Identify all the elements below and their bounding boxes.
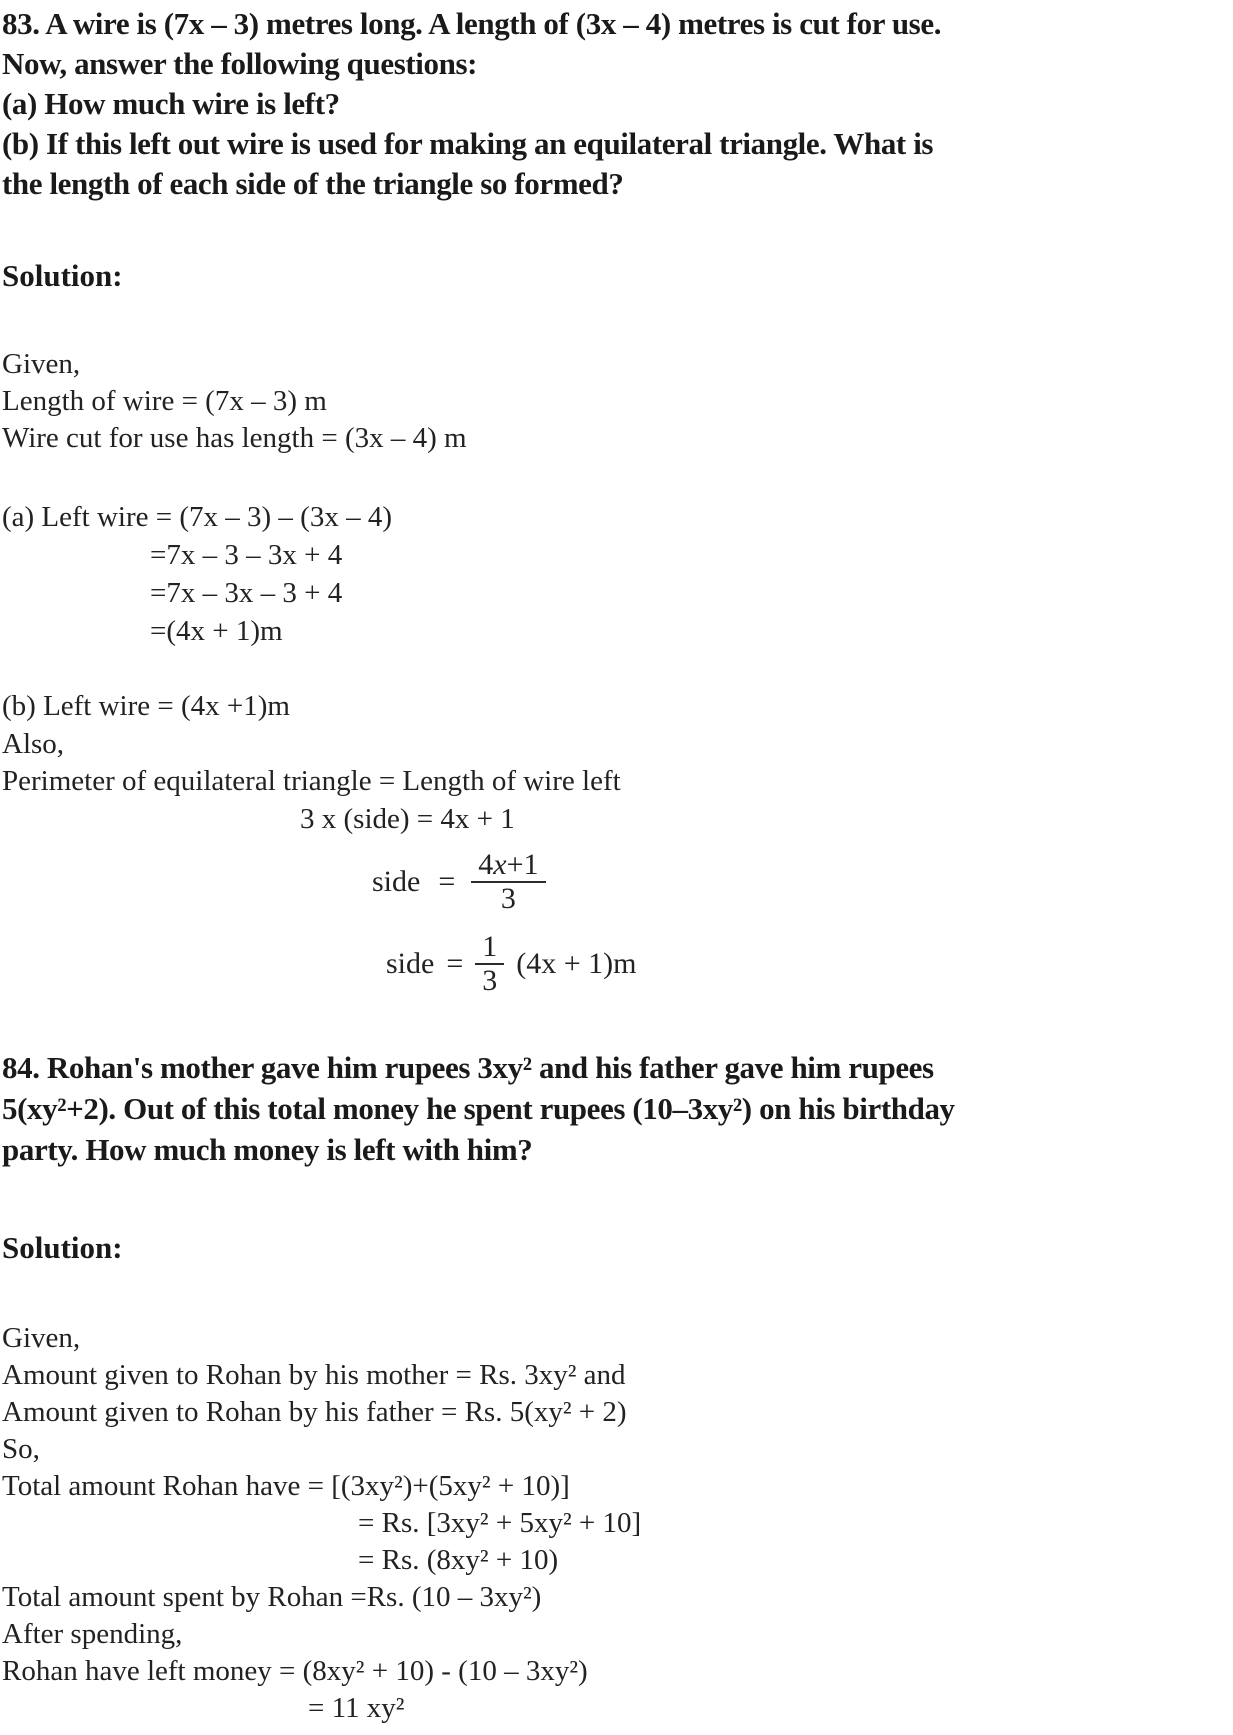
question-83-heading-line: the length of each side of the triangle so formed?: [2, 166, 624, 201]
math-step: = Rs. [3xy² + 5xy² + 10]: [358, 1507, 642, 1539]
math-step: =(4x + 1)m: [150, 615, 283, 647]
solution-heading-84: Solution:: [2, 1230, 123, 1265]
text-line: Amount given to Rohan by his mother = Rs. 3xy² and: [2, 1359, 626, 1391]
numerator-variable: x: [493, 848, 507, 881]
equation-side-fraction-1: [372, 849, 546, 915]
numerator-constant: +1: [506, 848, 539, 881]
given-block-83: [2, 346, 467, 457]
text-line: Given,: [2, 1322, 81, 1354]
part-a-block: [2, 498, 392, 650]
question-83-heading-line: 83. A wire is (7x – 3) metres long. A length of (3x – 4) metres is cut for use.: [2, 6, 942, 41]
solution-heading-83: Solution:: [2, 258, 123, 293]
text-line: (a) Left wire = (7x – 3) – (3x – 4): [2, 501, 392, 533]
math-step: = Rs. (8xy² + 10): [358, 1544, 559, 1576]
question-84-heading-line: party. How much money is left with him?: [2, 1132, 533, 1167]
text-line: Perimeter of equilateral triangle = Length of wire left: [2, 765, 621, 797]
fraction: [475, 931, 504, 997]
question-83-heading-line: Now, answer the following questions:: [2, 46, 478, 81]
text-line: Amount given to Rohan by his father = Rs. 5(xy² + 2): [2, 1396, 627, 1428]
solution-84-block: [2, 1320, 641, 1727]
text-line: After spending,: [2, 1618, 183, 1650]
fraction-denominator: 3: [475, 963, 504, 997]
numerator-coefficient: 4: [478, 848, 494, 881]
fraction-rhs: (4x + 1)m: [516, 947, 637, 980]
question-84-heading-line: 5(xy²+2). Out of this total money he spent rupees (10–3xy²) on his birthday: [2, 1091, 955, 1126]
fraction-denominator: 3: [471, 881, 545, 915]
math-step: =7x – 3 – 3x + 4: [150, 539, 343, 571]
side-label: side: [372, 865, 421, 898]
text-line: Total amount spent by Rohan =Rs. (10 – 3xy²): [2, 1581, 542, 1613]
text-line: So,: [2, 1433, 40, 1465]
text-line: (b) Left wire = (4x +1)m: [2, 690, 290, 722]
side-label: side: [386, 947, 435, 980]
question-84-heading-line: 84. Rohan's mother gave him rupees 3xy² and his father gave him rupees: [2, 1050, 934, 1085]
fraction: [471, 849, 545, 915]
text-line: Length of wire = (7x – 3) m: [2, 385, 327, 417]
part-b-block: [2, 688, 621, 838]
math-step: 3 x (side) = 4x + 1: [300, 802, 515, 835]
fraction-numerator: [471, 849, 545, 881]
equation-side-fraction-2: [386, 931, 636, 997]
question-83-heading: [2, 4, 941, 204]
fraction-numerator: 1: [482, 930, 498, 963]
equals-sign: =: [438, 865, 456, 898]
text-line: Rohan have left money = (8xy² + 10) - (10 – 3xy²): [2, 1655, 588, 1687]
math-step: =7x – 3x – 3 + 4: [150, 577, 343, 609]
text-line: Also,: [2, 727, 65, 760]
text-line: Total amount Rohan have = [(3xy²)+(5xy² + 10)]: [2, 1470, 570, 1502]
text-line: Wire cut for use has length = (3x – 4) m: [2, 422, 467, 454]
text-line: Given,: [2, 348, 81, 380]
math-step: = 11 xy²: [308, 1692, 405, 1724]
question-83-heading-line: (a) How much wire is left?: [2, 86, 340, 121]
equals-sign: =: [446, 947, 464, 980]
question-84-heading: [2, 1047, 955, 1170]
question-83-heading-line: (b) If this left out wire is used for making an equilateral triangle. What is: [2, 126, 934, 161]
